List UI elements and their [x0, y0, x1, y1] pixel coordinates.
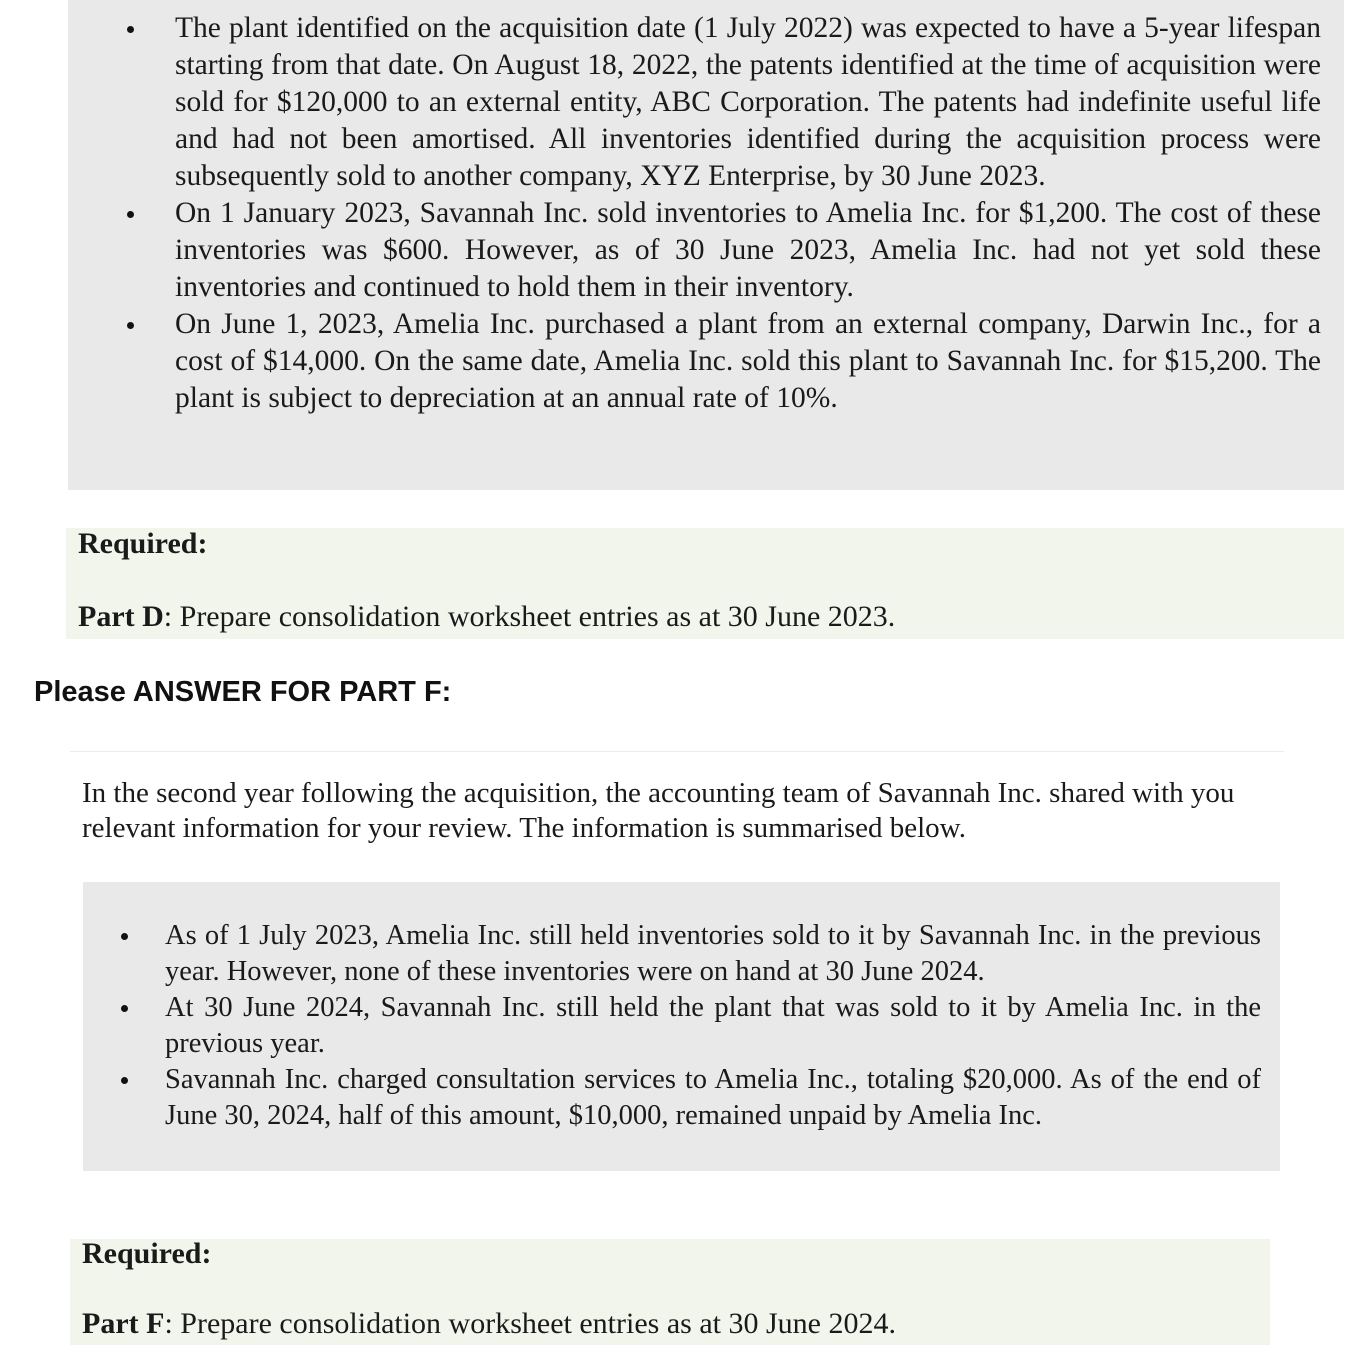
required-heading: Required:: [78, 527, 208, 560]
bullet-icon: [121, 1077, 128, 1084]
bullet-icon: [121, 933, 128, 940]
year2-bullet-list: [165, 918, 1261, 1134]
part-d-instruction: [78, 600, 895, 634]
part-text: : Prepare consolidation worksheet entries as at 30 June 2023.: [163, 600, 896, 633]
part-label: Part F: [82, 1307, 165, 1340]
part-f-instruction: [82, 1307, 896, 1341]
bullet-text: The plant identified on the acquisition date (1 July 2022) was expected to have a 5-year lifespan starting from that date. On August 18, 2022, the patents identified at the time of acquisition were sold for $120,000 to an external entity, ABC Corporation. The patents had indefinite useful life and had not been amortised. All inventories identified during the acquisition process were subsequently sold to another company, XYZ Enterprise, by 30 June 2023.: [175, 12, 1321, 192]
bullet-text: On June 1, 2023, Amelia Inc. purchased a plant from an external company, Darwin Inc., for a cost of $14,000. On the same date, Amelia Inc. sold this plant to Savannah Inc. for $15,200. The plant is subject to depreciation at an annual rate of 10%.: [175, 308, 1321, 414]
list-item: [175, 10, 1321, 195]
required-heading: Required:: [82, 1237, 212, 1270]
year1-bullet-list: [175, 10, 1321, 417]
answer-request-heading: Please ANSWER FOR PART F:: [34, 676, 452, 708]
bullet-icon: [127, 322, 134, 329]
list-item: [165, 918, 1261, 990]
list-item: [165, 990, 1261, 1062]
bullet-text: On 1 January 2023, Savannah Inc. sold inventories to Amelia Inc. for $1,200. The cost of these inventories was $600. However, as of 30 June 2023, Amelia Inc. had not yet sold these inventories and continued to hold them in their inventory.: [175, 197, 1321, 303]
list-item: [165, 1062, 1261, 1134]
bullet-icon: [127, 26, 134, 33]
bullet-text: As of 1 July 2023, Amelia Inc. still held inventories sold to it by Savannah Inc. in the previous year. However, none of these inventories were on hand at 30 June 2024.: [165, 920, 1261, 987]
part-text: : Prepare consolidation worksheet entries as at 30 June 2024.: [164, 1307, 896, 1340]
divider: [70, 751, 1284, 752]
bullet-icon: [127, 211, 134, 218]
part-label: Part D: [78, 600, 164, 633]
list-item: [175, 195, 1321, 306]
list-item: [175, 306, 1321, 417]
intro-paragraph: In the second year following the acquisition, the accounting team of Savannah Inc. shared with you relevant information for your review. The information is summarised below.: [82, 777, 1235, 844]
bullet-icon: [121, 1005, 128, 1012]
bullet-text: Savannah Inc. charged consultation services to Amelia Inc., totaling $20,000. As of the end of June 30, 2024, half of this amount, $10,000, remained unpaid by Amelia Inc.: [165, 1064, 1261, 1131]
bullet-text: At 30 June 2024, Savannah Inc. still held the plant that was sold to it by Amelia Inc. in the previous year.: [165, 992, 1261, 1059]
